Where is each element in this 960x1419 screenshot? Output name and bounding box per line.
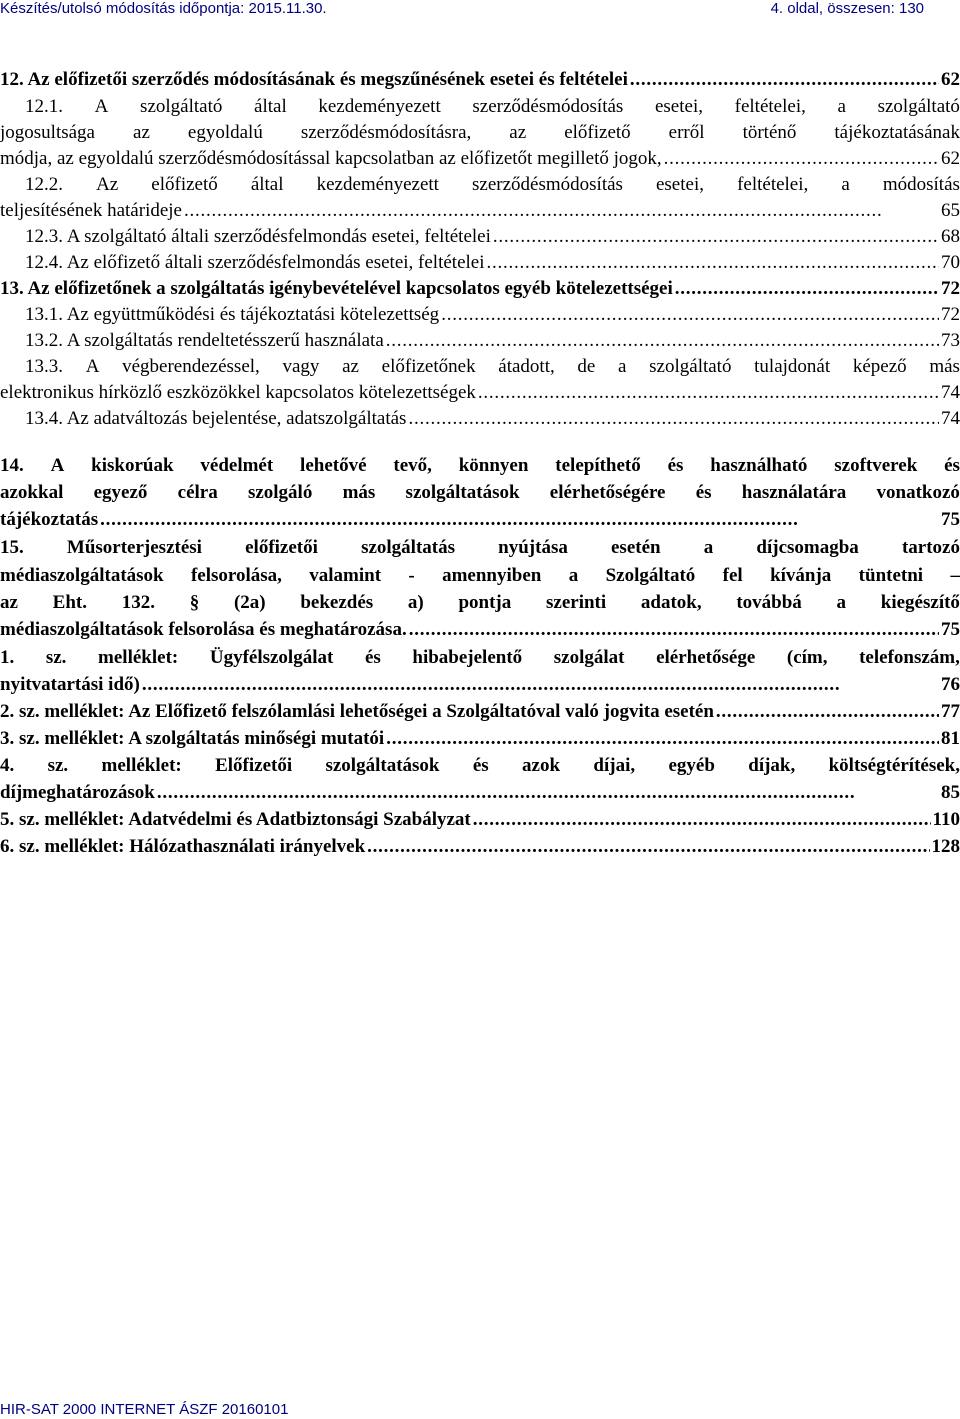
toc-entry-title: 3. sz. melléklet: A szolgáltatás minőségi mutatói: [0, 728, 385, 749]
toc-page-number: 128: [931, 836, 960, 857]
toc-word: feltételei,: [737, 174, 809, 195]
toc-word: könnyen: [458, 455, 529, 476]
toc-entry-title: [0, 480, 960, 506]
toc-word: 12.1.: [25, 96, 63, 117]
toc-word: Az: [96, 174, 119, 195]
toc-word: díjai,: [593, 755, 636, 776]
toc-word: tulajdonát: [754, 356, 831, 377]
toc-word: feltételei,: [734, 96, 806, 117]
toc-entry[interactable]: [25, 94, 960, 120]
toc-word: az: [509, 122, 527, 143]
toc-word: az: [342, 356, 359, 377]
toc-leader: [367, 834, 929, 860]
toc-word: amennyiben: [442, 565, 542, 586]
toc-word: 132.: [121, 592, 155, 613]
toc-entry-title: 12.4. Az előfizető általi szerződésfelmondás esetei, feltételei: [25, 252, 485, 273]
toc-word: tartozó: [901, 537, 960, 558]
toc-word: az: [0, 592, 18, 613]
toc-entry[interactable]: [25, 302, 960, 328]
toc-word: használható: [710, 455, 808, 476]
toc-page-number: 62: [941, 148, 960, 169]
toc-entry[interactable]: [0, 807, 960, 833]
toc-word: továbbá: [736, 592, 802, 613]
toc-word: szerinti: [546, 592, 607, 613]
toc-leader: [441, 302, 939, 328]
toc-word: tájékoztatásának: [834, 122, 960, 143]
toc-word: 4.: [0, 755, 15, 776]
toc-word: az: [133, 122, 150, 143]
toc-leader: [157, 780, 939, 806]
toc-page-number: 68: [941, 226, 960, 247]
toc-entry-continuation: [0, 120, 960, 146]
toc-leader: [408, 406, 939, 432]
toc-word: vonatkozó: [876, 482, 960, 503]
toc-word: szolgáltatások: [325, 755, 440, 776]
toc-word: telepíthető: [555, 455, 641, 476]
toc-word: és: [944, 455, 960, 476]
toc-word: kezdeményezett: [318, 96, 441, 117]
toc-word: Szolgáltató: [605, 565, 696, 586]
toc-leader: [409, 617, 939, 643]
toc-word: a: [618, 356, 627, 377]
toc-word: egyéb: [668, 755, 715, 776]
toc-entry[interactable]: [0, 726, 960, 752]
toc-word: egyoldalú: [187, 122, 263, 143]
toc-word: azok: [522, 755, 561, 776]
toc-word: nyújtása: [498, 537, 568, 558]
toc-word: előfizetői: [245, 537, 318, 558]
toc-entry-title: [25, 94, 960, 120]
toc-word: a: [841, 174, 850, 195]
toc-entry[interactable]: [0, 753, 960, 779]
toc-word: a: [836, 592, 847, 613]
toc-word: díjak,: [748, 755, 796, 776]
toc-word: és: [667, 455, 684, 476]
toc-word: elérhetősége: [656, 647, 756, 668]
toc-word: esetei,: [654, 96, 703, 117]
toc-word: 1.: [0, 647, 15, 668]
toc-word: Előfizetői: [215, 755, 293, 776]
toc-leader: [100, 507, 939, 533]
toc-page-number: 110: [932, 809, 960, 830]
toc-entry-title: [0, 753, 960, 779]
toc-word: –: [950, 565, 960, 586]
toc-word: valamint: [309, 565, 382, 586]
toc-word: kezdeményezett: [316, 174, 439, 195]
toc-entry[interactable]: [0, 645, 960, 671]
toc-entry[interactable]: [25, 328, 960, 354]
toc-entry-continuation[interactable]: [0, 780, 960, 806]
toc-entry[interactable]: [0, 535, 960, 561]
toc-page-number: 74: [941, 382, 960, 403]
toc-word: előfizetőnek: [381, 356, 476, 377]
toc-word: és: [472, 755, 489, 776]
toc-word: egyező: [93, 482, 148, 503]
toc-word: szerződésmódosításra,: [300, 122, 472, 143]
toc-page-number: 75: [941, 509, 960, 530]
toc-word: pontja: [458, 592, 512, 613]
toc-word: előfizető: [151, 174, 218, 195]
toc-word: és: [695, 482, 712, 503]
toc-entry[interactable]: [25, 224, 960, 250]
toc-word: hibabejelentő: [412, 647, 523, 668]
toc-word: de: [577, 356, 596, 377]
toc-word: módosítás: [882, 174, 960, 195]
toc-entry-title: [0, 120, 960, 146]
toc-word: melléklet:: [98, 647, 179, 668]
toc-word: végberendezéssel,: [122, 356, 260, 377]
toc-word: A: [94, 96, 109, 117]
toc-entry-title: [0, 563, 960, 589]
toc-page-number: 65: [941, 200, 960, 221]
toc-word: védelmét: [200, 455, 274, 476]
toc-word: §: [189, 592, 200, 613]
toc-leader: [478, 380, 939, 406]
toc-entry[interactable]: [0, 834, 960, 860]
toc-word: vagy: [282, 356, 320, 377]
toc-leader: [386, 328, 939, 354]
toc-page-number: 72: [941, 304, 960, 325]
toc-word: által: [250, 174, 284, 195]
toc-entry-continuation[interactable]: [0, 380, 960, 406]
toc-entry-title: teljesítésének határideje: [0, 200, 182, 221]
toc-word: Eht.: [52, 592, 87, 613]
toc-word: más: [929, 356, 960, 377]
toc-leader: [664, 146, 939, 172]
toc-entry-title: díjmeghatározások: [0, 782, 155, 803]
toc-leader: [493, 224, 939, 250]
toc-word: célra: [177, 482, 218, 503]
toc-word: jogosultsága: [0, 122, 95, 143]
toc-word: szolgáltatás: [361, 537, 455, 558]
toc-word: 12.2.: [25, 174, 63, 195]
toc-entry-title: 6. sz. melléklet: Hálózathasználati irányelvek: [0, 836, 366, 857]
toc-word: tüntetni: [858, 565, 924, 586]
toc-entry-title: 13. Az előfizetőnek a szolgáltatás igénybevételével kapcsolatos egyéb kötelezettségei: [0, 278, 673, 299]
toc-word: szerződésmódosítás: [472, 96, 624, 117]
toc-word: 15.: [0, 537, 24, 558]
toc-entry-title: [0, 453, 960, 479]
toc-entry[interactable]: [25, 406, 960, 432]
toc-word: sz.: [47, 755, 69, 776]
toc-word: szolgáltató: [877, 96, 960, 117]
toc-page-number: 72: [941, 278, 960, 299]
toc-word: fel: [722, 565, 743, 586]
toc-page-number: 75: [941, 619, 960, 640]
toc-word: tevő,: [393, 455, 432, 476]
toc-word: díjcsomagba: [756, 537, 859, 558]
toc-word: és: [364, 647, 381, 668]
toc-entry-title: 13.2. A szolgáltatás rendeltetésszerű használata: [25, 330, 384, 351]
toc-entry[interactable]: [0, 699, 960, 725]
toc-page-number: 85: [941, 782, 960, 803]
toc-entry-continuation[interactable]: [0, 507, 960, 533]
toc-entry-continuation: [0, 563, 960, 589]
toc-word: szolgáltatások: [405, 482, 520, 503]
toc-entry-title: [25, 354, 960, 380]
toc-entry-title: [0, 590, 960, 616]
toc-word: a): [407, 592, 424, 613]
toc-word: bekezdés: [300, 592, 374, 613]
toc-word: elérhetőségére: [549, 482, 666, 503]
toc-word: átadott,: [498, 356, 555, 377]
toc-page-number: 73: [941, 330, 960, 351]
toc-word: sz.: [45, 647, 67, 668]
toc-word: előfizető: [564, 122, 631, 143]
toc-word: kívánja: [770, 565, 832, 586]
toc-page-number: 81: [941, 728, 960, 749]
toc-entry[interactable]: [25, 354, 960, 380]
toc-word: szolgáltató: [140, 96, 223, 117]
toc-word: képező: [852, 356, 907, 377]
toc-word: (2a): [233, 592, 266, 613]
toc-word: esetén: [611, 537, 661, 558]
toc-entry-title: 5. sz. melléklet: Adatvédelmi és Adatbiztonsági Szabályzat: [0, 809, 471, 830]
toc-word: adatok,: [640, 592, 702, 613]
toc-word: más: [342, 482, 376, 503]
toc-leader: [487, 250, 940, 276]
toc-leader: [386, 726, 939, 752]
toc-entry-title: elektronikus hírközlő eszközökkel kapcsolatos kötelezettségek: [0, 382, 476, 403]
toc-entry-title: tájékoztatás: [0, 509, 99, 530]
toc-word: szolgáltató: [649, 356, 732, 377]
toc-word: kiegészítő: [880, 592, 960, 613]
toc-word: szolgáló: [247, 482, 313, 503]
toc-entry[interactable]: [0, 67, 960, 93]
toc-entry-continuation[interactable]: [0, 617, 960, 643]
toc-word: melléklet:: [101, 755, 182, 776]
toc-page-number: 62: [941, 69, 960, 90]
toc-page-number: 74: [941, 408, 960, 429]
toc-word: költségtérítések,: [828, 755, 960, 776]
toc-entry-continuation: [0, 480, 960, 506]
toc-entry-continuation[interactable]: [0, 672, 960, 698]
toc-leader: [630, 67, 939, 93]
toc-word: A: [50, 455, 65, 476]
toc-page-number: 70: [941, 252, 960, 273]
toc-word: 13.3.: [25, 356, 63, 377]
header-timestamp: Készítés/utolsó módosítás időpontja: 2015.11.30.: [0, 0, 327, 17]
toc-entry-title: [25, 172, 960, 198]
toc-leader: [142, 672, 939, 698]
toc-entry-continuation: [0, 590, 960, 616]
header-page-count: 4. oldal, összesen: 130: [770, 0, 924, 17]
toc-entry-title: módja, az egyoldalú szerződésmódosítással kapcsolatban az előfizetőt megillető jogok,: [0, 148, 662, 169]
toc-leader: [675, 276, 939, 302]
toc-entry-continuation[interactable]: [0, 146, 960, 172]
toc-word: Ügyfélszolgálat: [209, 647, 334, 668]
toc-page-number: 77: [941, 701, 960, 722]
toc-word: felsorolása,: [190, 565, 282, 586]
toc-word: médiaszolgáltatások: [0, 565, 164, 586]
toc-leader: [716, 699, 939, 725]
toc-word: történő: [742, 122, 797, 143]
toc-entry[interactable]: [0, 276, 960, 302]
toc-entry-continuation[interactable]: [0, 198, 960, 224]
toc-word: kiskorúak: [91, 455, 174, 476]
toc-entry[interactable]: [25, 172, 960, 198]
toc-word: a: [568, 565, 579, 586]
toc-word: lehetővé: [300, 455, 367, 476]
toc-entry-title: 12.3. A szolgáltató általi szerződésfelmondás esetei, feltételei: [25, 226, 491, 247]
toc-leader: [473, 807, 931, 833]
toc-word: Műsorterjesztési: [66, 537, 202, 558]
toc-word: által: [254, 96, 287, 117]
toc-entry[interactable]: [25, 250, 960, 276]
toc-word: 14.: [0, 455, 24, 476]
toc-word: A: [85, 356, 100, 377]
toc-word: használatára: [741, 482, 847, 503]
toc-entry-title: 13.1. Az együttműködési és tájékoztatási kötelezettség: [25, 304, 440, 325]
toc-entry[interactable]: [0, 453, 960, 479]
toc-entry-title: 12. Az előfizetői szerződés módosításának és megszűnésének esetei és feltételei: [0, 69, 628, 90]
toc-word: telefonszám,: [859, 647, 960, 668]
toc-entry-title: nyitvatartási idő): [0, 674, 140, 695]
page-header: [0, 0, 924, 20]
toc-word: szoftverek: [834, 455, 918, 476]
toc-page-number: 76: [941, 674, 960, 695]
toc-entry-title: [0, 645, 960, 671]
toc-word: a: [837, 96, 846, 117]
toc-word: szerződésmódosítás: [472, 174, 623, 195]
toc-entry-title: 13.4. Az adatváltozás bejelentése, adatszolgáltatás: [25, 408, 407, 429]
toc-word: erről: [668, 122, 705, 143]
toc-word: a: [703, 537, 714, 558]
toc-word: esetei,: [655, 174, 704, 195]
toc-entry-title: 2. sz. melléklet: Az Előfizető felszólamlási lehetőségei a Szolgáltatóval való jogvita esetén: [0, 701, 714, 722]
toc-word: (cím,: [786, 647, 828, 668]
toc-word: -: [408, 565, 415, 586]
toc-entry-title: médiaszolgáltatások felsorolása és meghatározása.: [0, 619, 407, 640]
toc-leader: [184, 198, 939, 224]
toc-word: azokkal: [0, 482, 64, 503]
toc-word: szolgálat: [553, 647, 625, 668]
toc-entry-title: [0, 535, 960, 561]
page-footer: HIR-SAT 2000 INTERNET ÁSZF 20160101: [0, 1401, 289, 1418]
